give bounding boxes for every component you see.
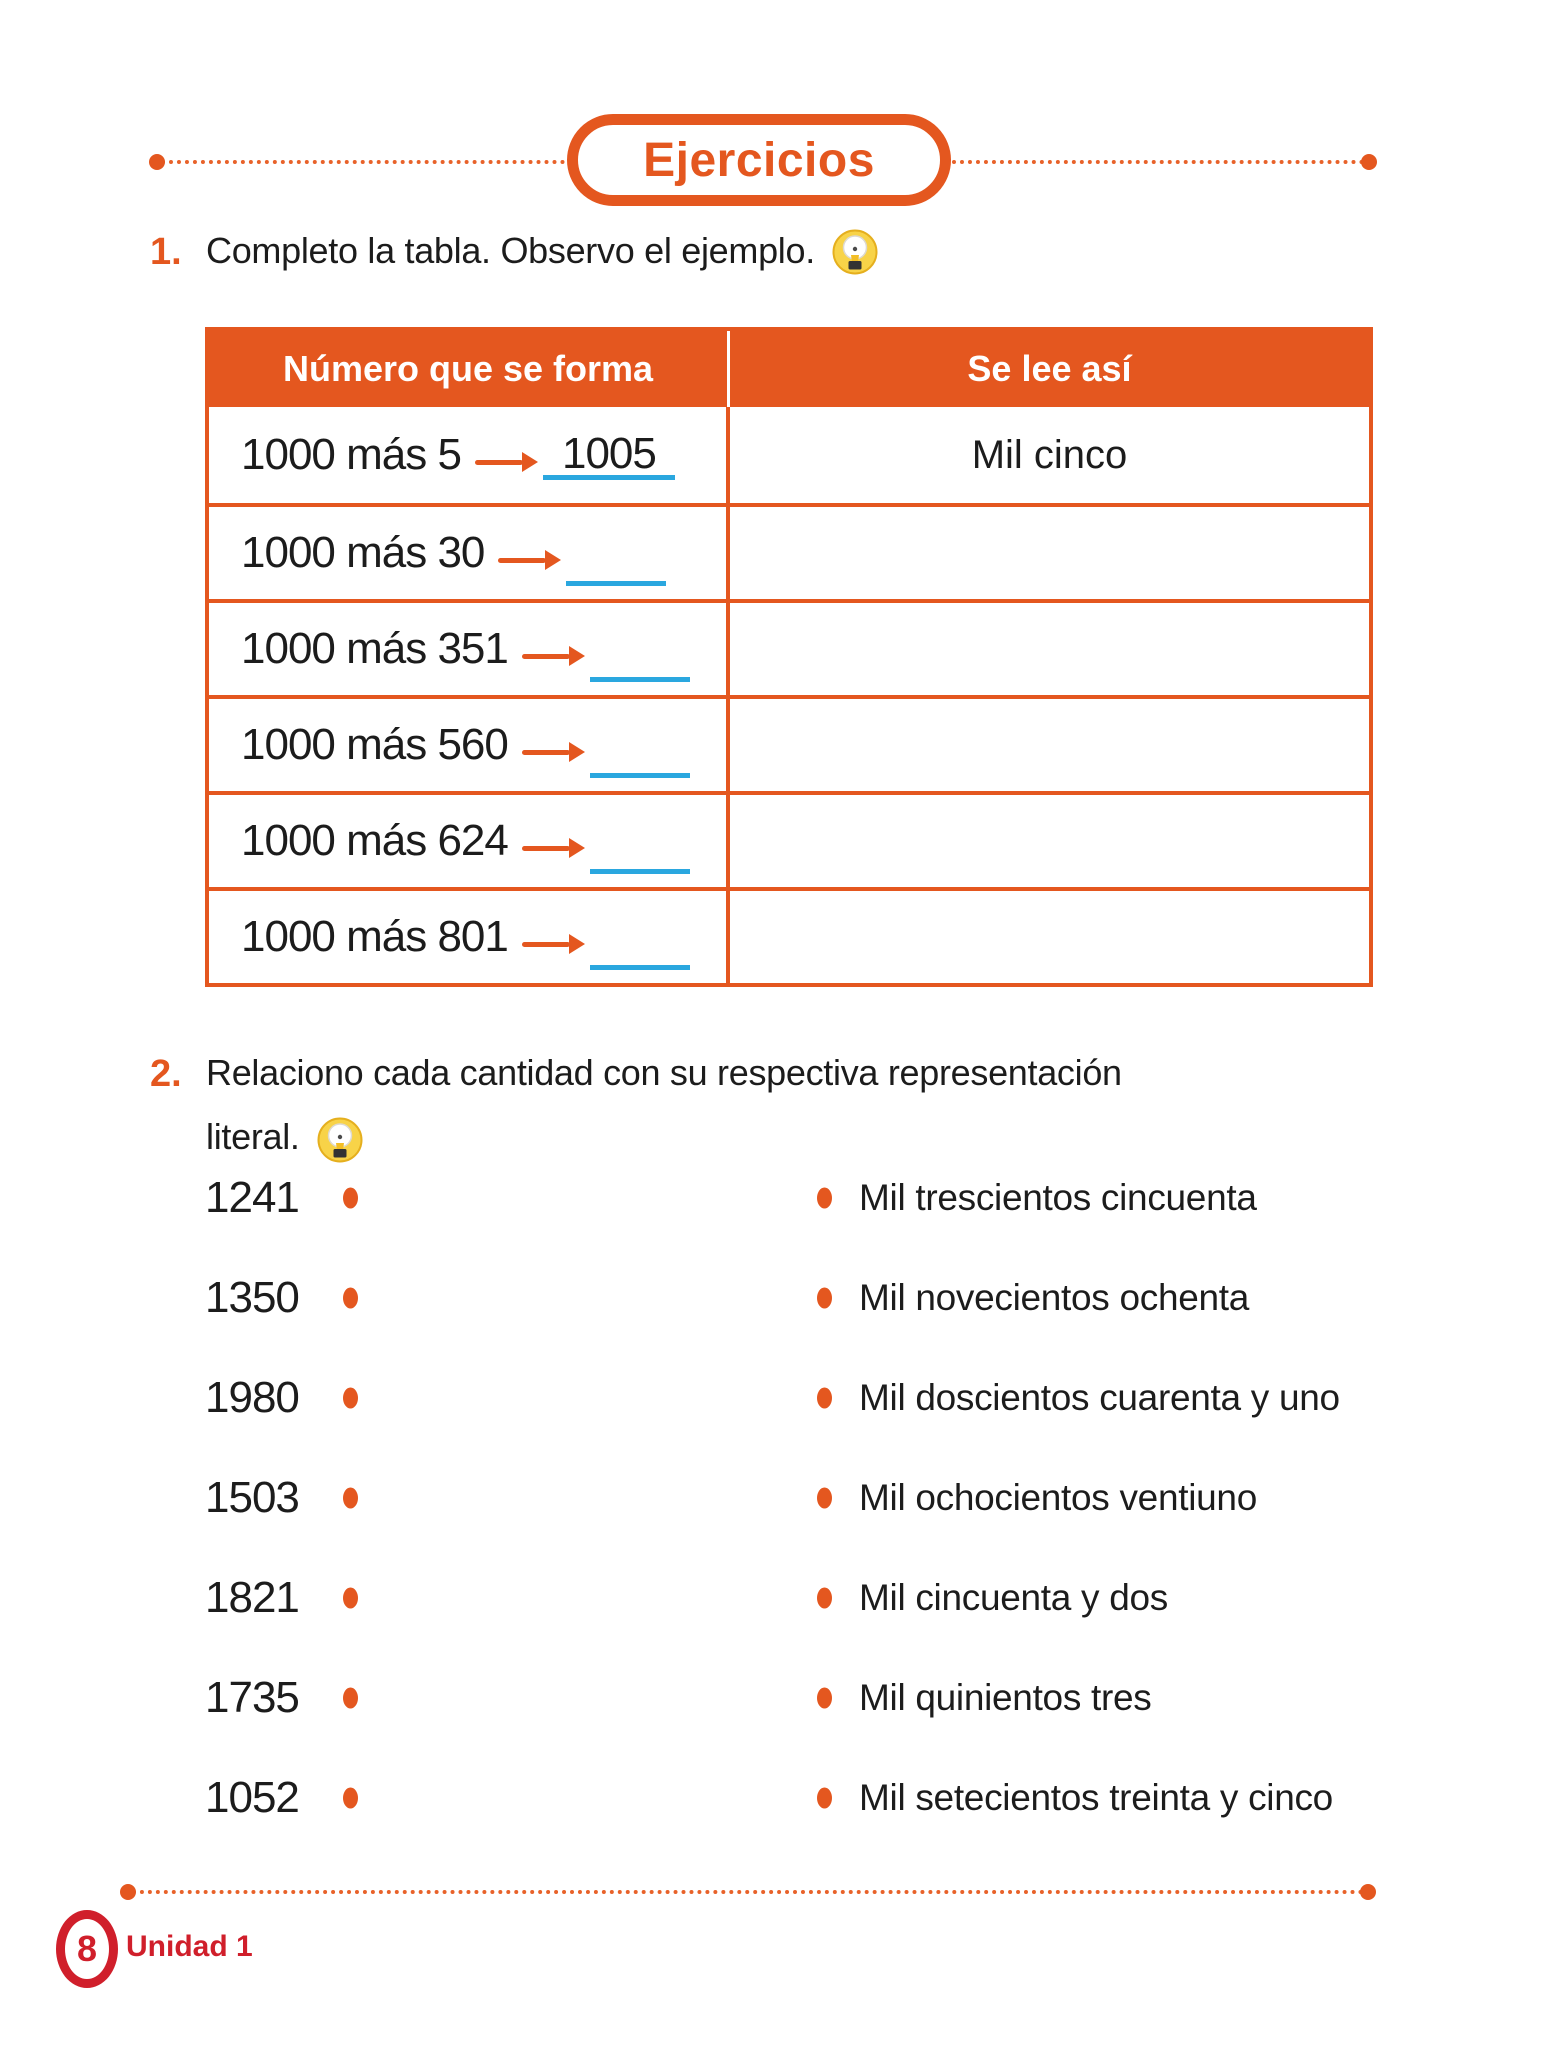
table-row [209, 407, 1369, 503]
match-bullet-right[interactable] [817, 1688, 832, 1709]
match-text: Mil novecientos ochenta [859, 1277, 1250, 1318]
match-bullet-left[interactable] [343, 1588, 358, 1609]
answer-blank[interactable] [590, 627, 690, 682]
arrow-icon [522, 654, 570, 659]
dotted-divider-bottom [124, 1890, 1372, 1894]
answer-blank[interactable] [566, 531, 666, 586]
match-number: 1052 [205, 1773, 299, 1822]
answer-blank[interactable] [590, 819, 690, 874]
reading-text: Mil cinco [971, 432, 1128, 477]
table-row [209, 887, 1369, 983]
table-row [209, 695, 1369, 791]
lightbulb-icon [831, 228, 879, 276]
match-text: Mil ochocientos ventiuno [859, 1477, 1257, 1518]
match-row [205, 1648, 1375, 1748]
table-header-cell: Número que se forma [209, 331, 730, 407]
exercise2-instruction-line1: Relaciono cada cantidad con su respectiva representación [206, 1052, 1122, 1093]
page-number-badge [56, 1910, 118, 1988]
match-number: 1350 [205, 1273, 299, 1322]
match-bullet-right[interactable] [817, 1488, 832, 1509]
match-text: Mil cincuenta y dos [859, 1577, 1168, 1618]
expression-text: 1000 más 624 [241, 816, 508, 865]
table-header-row [209, 331, 1369, 407]
reading-cell[interactable] [730, 795, 1369, 887]
arrow-icon [522, 846, 570, 851]
section-title: Ejercicios [643, 133, 875, 187]
unit-label: Unidad 1 [126, 1930, 253, 1963]
exercise1-heading [150, 226, 1390, 279]
match-row [205, 1148, 1375, 1248]
answer-blank[interactable] [543, 425, 675, 480]
expression-text: 1000 más 560 [241, 720, 508, 769]
table-row [209, 599, 1369, 695]
expression-text: 1000 más 351 [241, 624, 508, 673]
divider-end-dot [1360, 1884, 1376, 1900]
match-number: 1735 [205, 1673, 299, 1722]
reading-cell[interactable] [730, 603, 1369, 695]
expression-cell [209, 407, 730, 503]
expression-cell [209, 891, 730, 983]
arrow-icon [475, 460, 523, 465]
arrow-icon [498, 558, 546, 563]
match-number: 1503 [205, 1473, 299, 1522]
expression-cell [209, 795, 730, 887]
exercise2-instruction-line2: literal. [206, 1116, 300, 1158]
match-number: 1980 [205, 1373, 299, 1422]
expression-text: 1000 más 30 [241, 528, 485, 577]
match-text: Mil doscientos cuarenta y uno [859, 1377, 1340, 1418]
section-title-pill [567, 114, 951, 206]
match-text: Mil setecientos treinta y cinco [859, 1777, 1333, 1818]
match-row [205, 1748, 1375, 1848]
match-row [205, 1548, 1375, 1648]
reading-cell[interactable] [730, 891, 1369, 983]
matching-exercise [205, 1148, 1375, 1848]
page-number: 8 [76, 1928, 98, 1969]
match-number: 1241 [205, 1173, 299, 1222]
match-bullet-left[interactable] [343, 1788, 358, 1809]
match-text: Mil quinientos tres [859, 1677, 1152, 1718]
answer-blank[interactable] [590, 723, 690, 778]
exercise2-heading [150, 1048, 1410, 1163]
match-row [205, 1448, 1375, 1548]
expression-cell [209, 699, 730, 791]
table-header-cell: Se lee así [967, 348, 1132, 389]
reading-cell[interactable] [730, 699, 1369, 791]
exercise2-number: 2. [150, 1053, 182, 1095]
divider-end-dot [149, 154, 165, 170]
match-bullet-left[interactable] [343, 1488, 358, 1509]
match-row [205, 1348, 1375, 1448]
arrow-icon [522, 942, 570, 947]
answer-text: 1005 [561, 428, 656, 478]
table-row [209, 503, 1369, 599]
match-bullet-left[interactable] [343, 1388, 358, 1409]
answer-blank[interactable] [590, 915, 690, 970]
expression-text: 1000 más 5 [241, 430, 461, 479]
match-text: Mil trescientos cincuenta [859, 1177, 1257, 1218]
reading-cell[interactable] [730, 507, 1369, 599]
expression-cell [209, 507, 730, 599]
number-forming-table [205, 327, 1373, 987]
table-row [209, 791, 1369, 887]
divider-end-dot [1361, 154, 1377, 170]
match-bullet-right[interactable] [817, 1388, 832, 1409]
exercise1-number: 1. [150, 231, 182, 273]
divider-end-dot [120, 1884, 136, 1900]
arrow-icon [522, 750, 570, 755]
reading-cell [730, 407, 1369, 503]
match-bullet-right[interactable] [817, 1288, 832, 1309]
expression-cell [209, 603, 730, 695]
match-bullet-right[interactable] [817, 1588, 832, 1609]
match-row [205, 1248, 1375, 1348]
match-bullet-left[interactable] [343, 1688, 358, 1709]
match-number: 1821 [205, 1573, 299, 1622]
match-bullet-left[interactable] [343, 1288, 358, 1309]
match-bullet-right[interactable] [817, 1788, 832, 1809]
exercise1-instruction: Completo la tabla. Observo el ejemplo. [206, 230, 815, 271]
match-bullet-right[interactable] [817, 1188, 832, 1209]
match-bullet-left[interactable] [343, 1188, 358, 1209]
expression-text: 1000 más 801 [241, 912, 508, 961]
